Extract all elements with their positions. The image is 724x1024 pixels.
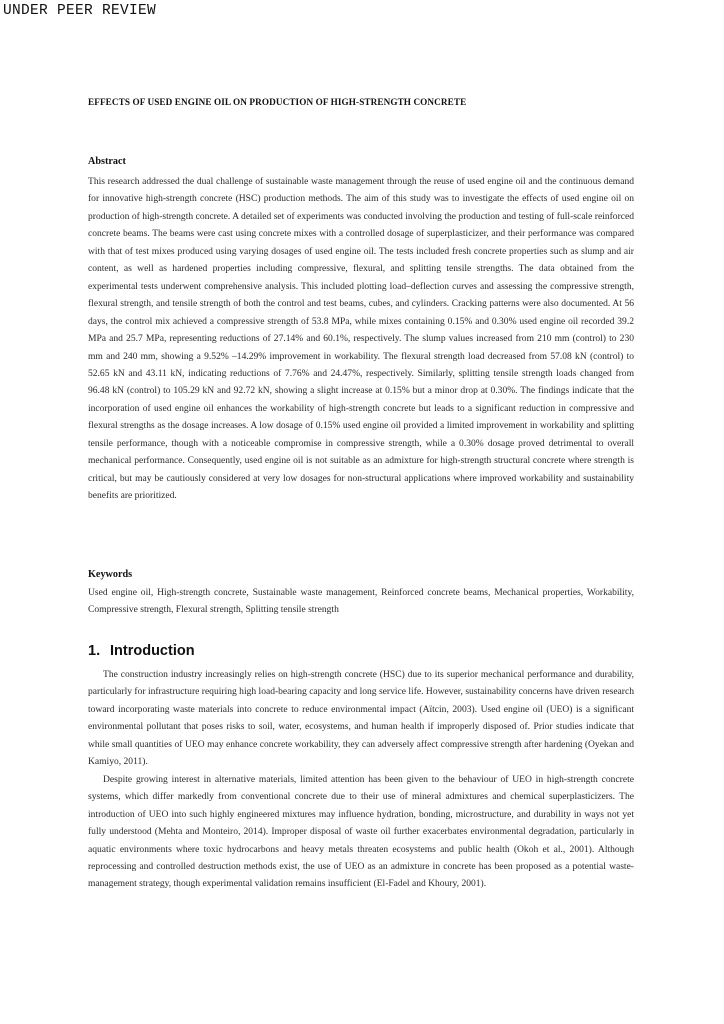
abstract-section (88, 156, 634, 505)
keywords-list: Used engine oil, High-strength concrete, Sustainable waste management, Reinforced concrete beams, Mechanical properties, Workability, Compressive strength, Flexural strength, Splitting tensile strength (88, 587, 634, 616)
abstract-body: This research addressed the dual challenge of sustainable waste management through the reuse of used engine oil and the continuous demand for innovative high-strength concrete (HSC) production methods. The aim of this study was to investigate the effects of used engine oil on production of high-strength concrete. A detailed set of experiments was conducted involving the production and testing of full-scale reinforced concrete beams. The beams were cast using concrete mixes with a controlled dosage of superplasticizer, and their performance was compared with that of test mixes produced using varying dosages of used engine oil. The tests included fresh concrete properties such as slump and air content, as well as hardened properties including compressive, flexural, and splitting tensile strengths. The data obtained from the experimental tests underwent comprehensive analysis. This included plotting load–deflection curves and assessing the compressive strength, flexural strength, and tensile strength of both the control and test beams, cubes, and cylinders. Cracking patterns were also documented. At 56 days, the control mix achieved a compressive strength of 53.8 MPa, while mixes containing 0.15% and 0.30% used engine oil recorded 39.2 MPa and 25.7 MPa, representing reductions of 27.14% and 60.1%, respectively. The slump values increased from 210 mm (control) to 230 mm and 240 mm, showing a 9.52% –14.29% improvement in workability. The flexural strength load decreased from 57.08 kN (control) to 52.65 kN and 43.11 kN, indicating reductions of 7.76% and 24.47%, respectively. Similarly, splitting tensile strength loads changed from 96.48 kN (control) to 105.29 kN and 92.72 kN, showing a slight increase at 0.15% but a minor drop at 0.30%. The findings indicate that the incorporation of used engine oil enhances the workability of high-strength concrete but leads to a significant reduction in compressive and flexural strengths as the dosage increases. A low dosage of 0.15% used engine oil provided a limited improvement in workability and splitting tensile performance, though with a noticeable compromise in compressive strength, while a 0.30% dosage proved detrimental to overall mechanical performance. Consequently, used engine oil is not suitable as an admixture for high-strength structural concrete where strength is critical, but may be cautiously considered at very low dosages for non-structural applications where improved workability and sustainability benefits are prioritized. (88, 176, 634, 502)
keywords-section (88, 569, 634, 619)
under-review-watermark: UNDER PEER REVIEW (3, 3, 157, 19)
introduction-heading (88, 643, 195, 659)
paper-title: EFFECTS OF USED ENGINE OIL ON PRODUCTION OF HIGH-STRENGTH CONCRETE (88, 97, 467, 107)
intro-paragraph-2: Despite growing interest in alternative materials, limited attention has been given to the behaviour of UEO in high-strength concrete systems, which differ markedly from conventional concrete due to their use of mineral admixtures and chemical superplasticizers. The introduction of UEO into such highly engineered mixtures may influence hydration, bonding, microstructure, and durability in ways not yet fully understood (Mehta and Monteiro, 2014). Improper disposal of waste oil further exacerbates environmental degradation, particularly in aquatic environments where toxic hydrocarbons and heavy metals threaten ecosystems and public health (Okoh et al., 2001). Although reprocessing and controlled destruction methods exist, the use of UEO as an admixture in concrete has been proposed as a potential waste-management strategy, though experimental validation remains insufficient (El-Fadel and Khoury, 2001). (88, 773, 634, 890)
section-title: Introduction (110, 643, 195, 659)
intro-paragraph-1: The construction industry increasingly relies on high-strength concrete (HSC) due to its superior mechanical performance and durability, particularly for infrastructure requiring high load-bearing capacity and long service life. However, sustainability concerns have driven research toward incorporating waste materials into concrete to reduce environmental impact (Aïtcin, 2003). Used engine oil (UEO) is a significant environmental pollutant that poses risks to soil, water, ecosystems, and human health if improperly disposed of. Prior studies indicate that while small quantities of UEO may enhance concrete workability, they can adversely affect compressive strength after hardening (Oyekan and Kamiyo, 2011). (88, 669, 634, 768)
introduction-body (88, 666, 634, 893)
section-number: 1. (88, 643, 101, 659)
abstract-heading: Abstract (88, 156, 126, 167)
keywords-heading: Keywords (88, 569, 133, 580)
